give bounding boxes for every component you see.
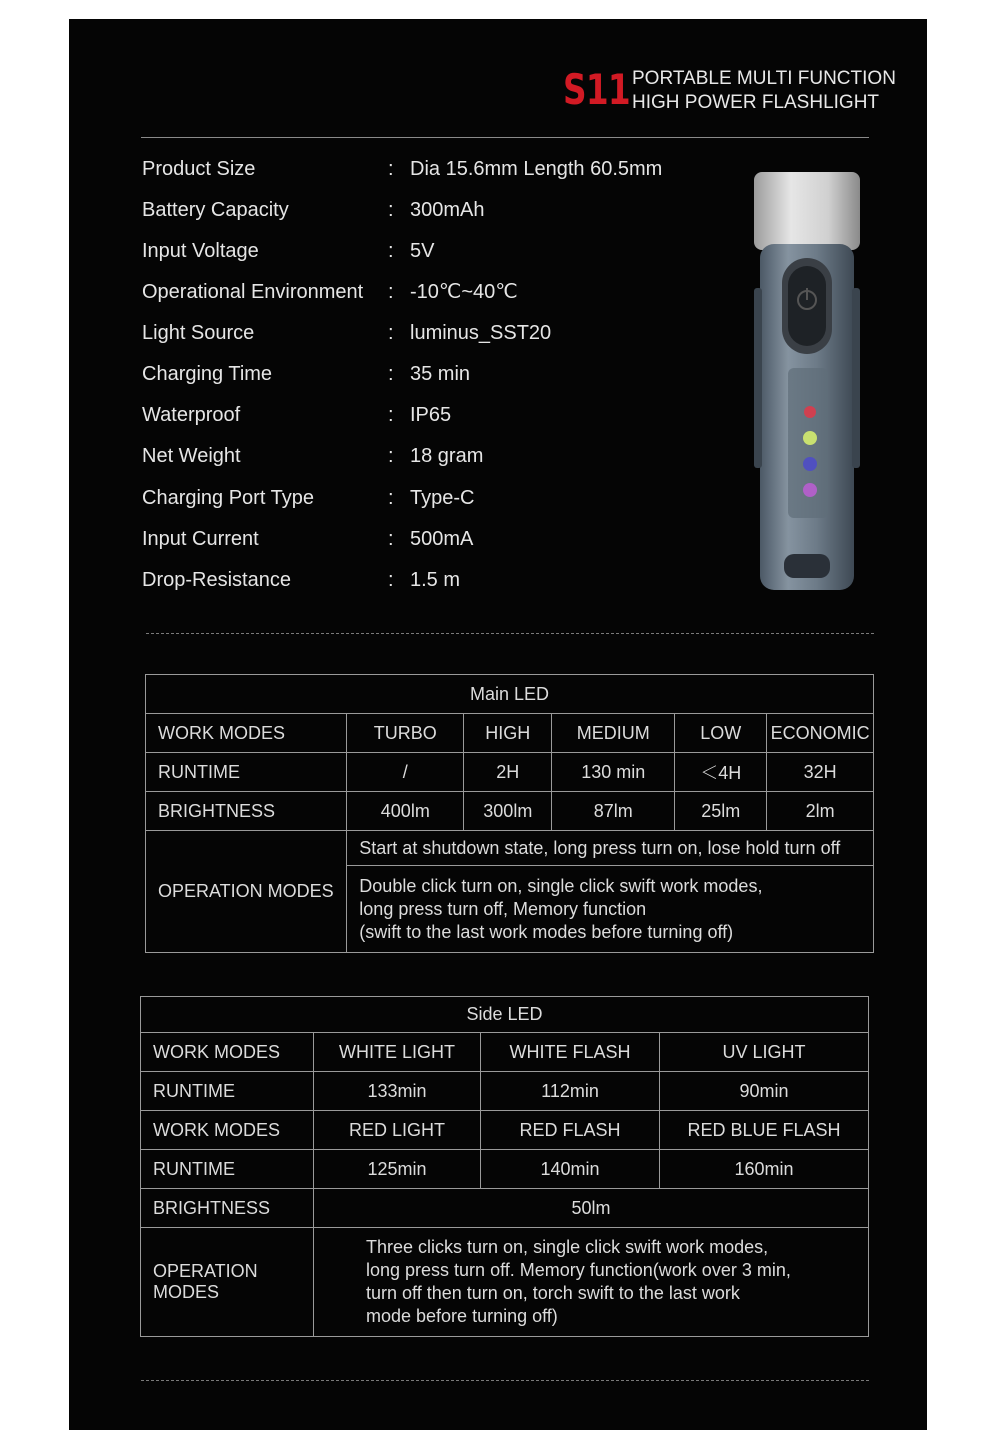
table-cell: LOW [675,714,767,753]
spec-colon: : [388,240,394,262]
row-label: RUNTIME [141,1072,314,1111]
spec-colon: : [388,199,394,221]
table-cell: 112min [481,1072,660,1111]
table-row [146,714,874,753]
section-divider [146,633,874,634]
table-cell: 25lm [675,792,767,831]
spec-label: Input Voltage [142,240,259,262]
table-cell: 87lm [552,792,675,831]
table-cell: 400lm [347,792,464,831]
side-led-table [140,996,869,1337]
table-cell: RED FLASH [481,1111,660,1150]
spec-colon: : [388,528,394,550]
table-cell: ECONOMIC [767,714,874,753]
spec-colon: : [388,158,394,180]
table-cell: 160min [660,1150,869,1189]
operation-line: Double click turn on, single click swift work modes, [359,875,763,896]
table-row [141,1072,869,1111]
row-label: BRIGHTNESS [141,1189,314,1228]
spec-label: Net Weight [142,445,241,467]
spec-label: Light Source [142,322,255,344]
main-led-table [145,674,874,953]
table-cell: RED LIGHT [314,1111,481,1150]
operation-line: mode before turning off) [366,1306,558,1326]
row-label: WORK MODES [146,714,347,753]
table-cell: / [347,753,464,792]
flashlight-image [740,168,872,596]
table-cell: 300lm [464,792,552,831]
operation-line: turn off then turn on, torch swift to the last work [366,1283,740,1303]
table-cell: ＜4H [675,753,767,792]
table-cell: TURBO [347,714,464,753]
operation-text [347,866,874,953]
table-cell: 2lm [767,792,874,831]
table-title: Side LED [141,997,869,1033]
operation-line: Three clicks turn on, single click swift work modes, [366,1237,769,1257]
table-cell: UV LIGHT [660,1033,869,1072]
table-cell: WHITE LIGHT [314,1033,481,1072]
spec-colon: : [388,487,394,509]
spec-value: Type-C [410,487,475,509]
table-cell: 2H [464,753,552,792]
table-cell: MEDIUM [552,714,675,753]
spec-label: Charging Time [142,363,273,385]
spec-value: 18 gram [410,445,484,467]
table-row [141,1111,869,1150]
spec-label: Operational Environment [142,281,364,303]
table-row [141,1033,869,1072]
spec-value: 300mAh [410,199,485,221]
spec-label: Drop-Resistance [142,569,291,591]
spec-value: Dia 15.6mm Length 60.5mm [410,158,663,180]
spec-colon: : [388,363,394,385]
table-cell: 32H [767,753,874,792]
spec-value: 35 min [410,363,471,385]
spec-value: 1.5 m [410,569,461,591]
table-cell: WHITE FLASH [481,1033,660,1072]
table-cell: 125min [314,1150,481,1189]
table-row [141,1150,869,1189]
spec-colon: : [388,404,394,426]
row-label: BRIGHTNESS [146,792,347,831]
spec-colon: : [388,569,394,591]
operation-line: long press turn off, Memory function [359,898,647,919]
spec-value: luminus_SST20 [410,322,552,344]
spec-value: IP65 [410,404,452,426]
row-label: RUNTIME [141,1150,314,1189]
operation-text [314,1228,869,1337]
row-label: WORK MODES [141,1033,314,1072]
table-cell: 130 min [552,753,675,792]
spec-value: -10℃~40℃ [410,281,518,303]
section-divider [141,1380,869,1381]
operation-text: Start at shutdown state, long press turn on, lose hold turn off [347,831,874,866]
spec-label: Product Size [142,158,256,180]
row-label: OPERATION MODES [141,1228,314,1337]
row-label: RUNTIME [146,753,347,792]
table-row [146,792,874,831]
table-row [146,753,874,792]
spec-label: Battery Capacity [142,199,289,221]
spec-label: Input Current [142,528,259,550]
table-cell: RED BLUE FLASH [660,1111,869,1150]
spec-colon: : [388,322,394,344]
table-cell: 50lm [314,1189,869,1228]
header-line-1: PORTABLE MULTI FUNCTION [632,68,896,89]
spec-label: Charging Port Type [142,487,314,509]
operation-line: (swift to the last work modes before turning off) [359,921,734,942]
table-cell: 133min [314,1072,481,1111]
operation-line: long press turn off. Memory function(work over 3 min, [366,1260,791,1280]
header-line-2: HIGH POWER FLASHLIGHT [632,92,880,113]
spec-value: 500mA [410,528,474,550]
row-label: WORK MODES [141,1111,314,1150]
table-cell: HIGH [464,714,552,753]
table-cell: 90min [660,1072,869,1111]
spec-colon: : [388,281,394,303]
model-name: S11 [563,65,630,114]
table-cell: 140min [481,1150,660,1189]
header-divider [141,137,869,138]
table-title: Main LED [146,675,874,714]
spec-value: 5V [410,240,435,262]
table-row [141,1189,869,1228]
row-label: OPERATION MODES [146,831,347,953]
spec-label: Waterproof [142,404,241,426]
spec-colon: : [388,445,394,467]
